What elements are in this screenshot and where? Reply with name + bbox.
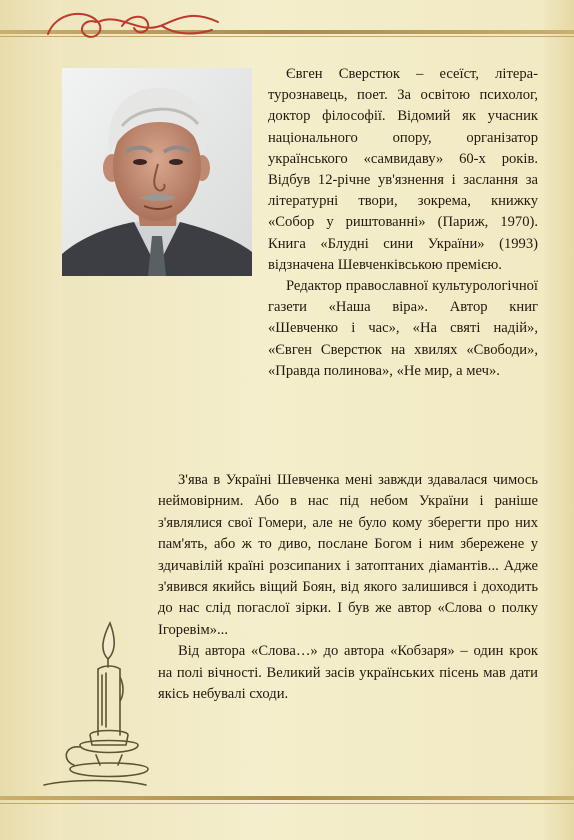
quote-paragraph-2: Від автора «Слова…» до автора «Кобзаря» – один крок на полі вічності. Великий засів українських пісень мав дати якісь небувалі сходи. — [158, 643, 538, 703]
bio-paragraph-2: Редактор православної культурологічної газети «Наша віра». Автор книг «Шевченко і час», «На святі надій», «Євген Сверстюк на хвилях «Свободи», «Правда полинова», «Не мир, а меч». — [268, 278, 538, 379]
bottom-thin-rule — [0, 803, 574, 804]
flourish-ornament-icon — [42, 4, 232, 50]
bottom-gold-rule — [0, 796, 574, 800]
right-tint-band — [544, 0, 574, 840]
quote-paragraph-1: З'ява в Україні Шевченка мені завжди здавалася чимось неймовірним. Або в нас під небом України і раніше з'являлися свої Гомери, але не було кому зберегти про них пам'ять, або ж то диво, послане Богом і ним збережене у здичавілій країні розсипаних і затоптаних діамантів... Адже з'явився якийсь віщий Боян, від якого залишився і доходить до нас слід погаслої зірки. І був же автор «Слова о полку Ігоревім»... — [158, 472, 538, 638]
author-portrait — [62, 68, 252, 276]
candle-icon — [40, 615, 150, 790]
author-quote — [158, 470, 538, 705]
author-bio — [268, 64, 538, 382]
bio-paragraph-1: Євген Сверстюк – есеїст, літературознавець, поет. За освітою психолог, доктор філософії. Відомий як учасник національного опору, організатор українського «самвидаву» 60-х років. Відбув 12-річне ув'язнення і заслання за літературні твори, зокрема, книжку «Собор у риштованні» (Париж, 1970). Книга «Блудні сини України» (1993) відзначена Шевченківською премією. — [268, 66, 538, 273]
